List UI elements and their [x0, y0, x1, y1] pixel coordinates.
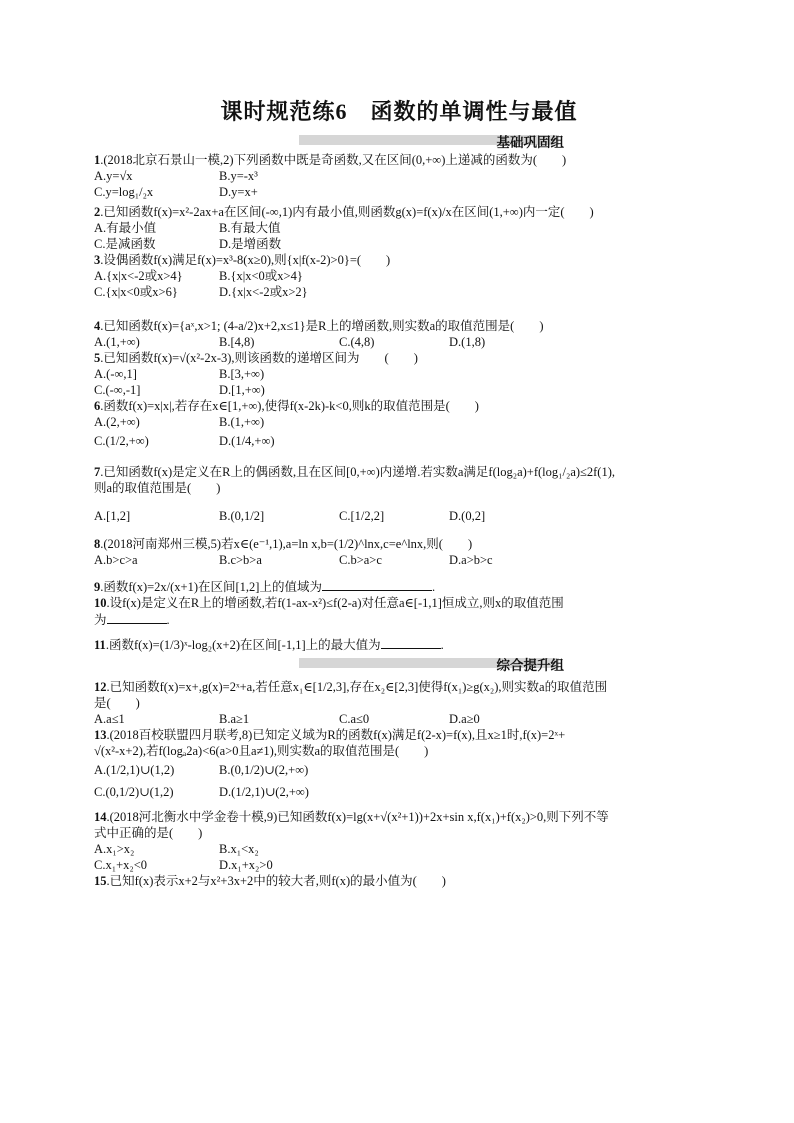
option-a: A.[1,2] — [94, 509, 131, 523]
question-9: 9.函数f(x)=2x/(x+1)在区间[1,2]上的值域为 . — [94, 580, 436, 594]
option-a: A.(1/2,1)∪(1,2) — [94, 763, 175, 777]
option-a: A.{x|x<-2或x>4} — [94, 269, 183, 283]
option-d: D.a>b>c — [449, 553, 493, 567]
question-text: .设f(x)是定义在R上的增函数,若f(1-ax-x²)≤f(2-a)对任意a∈[-1,1]恒成立,则x的取值范围 — [106, 596, 564, 610]
question-text-cont: 则a的取值范围是( ) — [94, 481, 221, 495]
option-d: D.(1/2,1)∪(2,+∞) — [219, 785, 309, 799]
option-b: B.y=-x³ — [219, 169, 258, 183]
option-a: A.x₁>x₂ — [94, 842, 135, 856]
question-text: .(2018百校联盟四月联考,8)已知定义域为R的函数f(x)满足f(2-x)=f(x),且x≥1时,f(x)=2ˣ+ — [106, 728, 566, 742]
question-14 — [94, 809, 704, 873]
option-a: A.a≤1 — [94, 712, 125, 726]
option-d: D.(0,2] — [449, 509, 486, 523]
option-d: D.y=x+ — [219, 185, 258, 199]
question-8 — [94, 536, 704, 568]
question-text: .函数f(x)=2x/(x+1)在区间[1,2]上的值域为 — [100, 580, 322, 594]
question-number: 7 — [94, 465, 101, 479]
answer-blank[interactable] — [107, 611, 167, 624]
question-text: .已知f(x)表示x+2与x²+3x+2中的较大者,则f(x)的最小值为( ) — [106, 874, 446, 888]
question-text-cont: 是( ) — [94, 696, 140, 710]
option-b: B.[4,8) — [219, 335, 255, 349]
option-c: C.(-∞,-1] — [94, 383, 141, 397]
question-text: .(2018河北衡水中学金卷十模,9)已知函数f(x)=lg(x+√(x²+1))+2x+sin x,f(x₁)+f(x₂)>0,则下列不等 — [106, 810, 609, 824]
section-label: 基础巩固组 — [496, 135, 564, 150]
option-c: C.{x|x<0或x>6} — [94, 285, 178, 299]
question-text: .已知函数f(x)是定义在R上的偶函数,且在区间[0,+∞)内递增.若实数a满足f(log₂a)+f(log₁/₂a)≤2f(1), — [100, 465, 615, 479]
option-d: D.[1,+∞) — [219, 383, 265, 397]
option-d: D.(1/4,+∞) — [219, 434, 275, 448]
question-text-cont: 为 — [94, 613, 107, 627]
option-d: D.x₁+x₂>0 — [219, 858, 273, 872]
question-number: 9 — [94, 580, 101, 594]
option-b: B.a≥1 — [219, 712, 250, 726]
question-11: 11.函数f(x)=(1/3)ˣ-log₂(x+2)在区间[-1,1]上的最大值为 . — [94, 638, 444, 652]
option-c: C.(1/2,+∞) — [94, 434, 149, 448]
question-12 — [94, 679, 704, 727]
section-label: 综合提升组 — [496, 658, 564, 673]
question-7 — [94, 464, 704, 526]
option-c: C.y=log₁/₂x — [94, 185, 154, 199]
question-number: 8 — [94, 537, 101, 551]
question-number: 4 — [94, 319, 101, 333]
option-c: C.x₁+x₂<0 — [94, 858, 148, 872]
question-3 — [94, 252, 704, 300]
question-4 — [94, 304, 704, 350]
option-a: A.(2,+∞) — [94, 415, 140, 429]
question-text: .(2018河南郑州三模,5)若x∈(e⁻¹,1),a=ln x,b=(1/2)^lnx,c=e^lnx,则( ) — [100, 537, 473, 551]
option-b: B.(0,1/2] — [219, 509, 265, 523]
answer-blank[interactable] — [322, 578, 432, 591]
option-a: A.b>c>a — [94, 553, 138, 567]
question-15 — [94, 873, 704, 889]
question-number: 6 — [94, 399, 101, 413]
worksheet-page — [94, 95, 704, 889]
option-c: C.(4,8) — [339, 335, 375, 349]
option-d: D.{x|x<-2或x>2} — [219, 285, 308, 299]
option-d: D.(1,8) — [449, 335, 486, 349]
question-text-cont: 式中正确的是( ) — [94, 826, 203, 840]
question-number: 1 — [94, 153, 101, 167]
option-a: A.(1,+∞) — [94, 335, 140, 349]
question-number: 10 — [94, 596, 107, 610]
question-1 — [94, 152, 704, 200]
question-2 — [94, 204, 704, 252]
question-text: .设偶函数f(x)满足f(x)=x³-8(x≥0),则{x|f(x-2)>0}=( ) — [100, 253, 391, 267]
question-number: 3 — [94, 253, 101, 267]
option-b: B.(0,1/2)∪(2,+∞) — [219, 763, 309, 777]
question-6 — [94, 398, 704, 452]
question-number: 2 — [94, 205, 101, 219]
question-text: .已知函数f(x)=x+,g(x)=2ˣ+a,若任意x₁∈[1/2,3],存在x₂∈[2,3]使得f(x₁)≥g(x₂),则实数a的取值范围 — [106, 680, 608, 694]
question-number: 13 — [94, 728, 107, 742]
question-number: 14 — [94, 810, 107, 824]
option-b: B.(1,+∞) — [219, 415, 265, 429]
option-b: B.[3,+∞) — [219, 367, 265, 381]
option-c: C.(0,1/2)∪(1,2) — [94, 785, 174, 799]
question-text-cont: √(x²-x+2),若f(logₐ2a)<6(a>0且a≠1),则实数a的取值范围是( ) — [94, 744, 429, 758]
question-13 — [94, 727, 704, 803]
question-number: 5 — [94, 351, 101, 365]
question-number: 15 — [94, 874, 107, 888]
question-number: 11 — [94, 638, 106, 652]
question-text: .(2018北京石景山一模,2)下列函数中既是奇函数,又在区间(0,+∞)上递减的函数为( ) — [100, 153, 567, 167]
question-10: 10.设f(x)是定义在R上的增函数,若f(1-ax-x²)≤f(2-a)对任意a∈[-1,1]恒成立,则x的取值范围 为 . — [94, 596, 564, 627]
section-header-advanced — [94, 655, 704, 671]
option-c: C.b>a>c — [339, 553, 382, 567]
question-text: .已知函数f(x)=x²-2ax+a在区间(-∞,1)内有最小值,则函数g(x)=f(x)/x在区间(1,+∞)内一定( ) — [100, 205, 594, 219]
question-text: .函数f(x)=x|x|,若存在x∈[1,+∞),使得f(x-2k)-k<0,则k的取值范围是( ) — [100, 399, 479, 413]
option-b: B.c>b>a — [219, 553, 262, 567]
option-c: C.a≤0 — [339, 712, 370, 726]
question-text: .已知函数f(x)={aˣ,x>1; (4-a/2)x+2,x≤1}是R上的增函数,则实数a的取值范围是( ) — [100, 319, 544, 333]
page-title: 课时规范练6 函数的单调性与最值 — [220, 99, 578, 124]
option-a: A.(-∞,1] — [94, 367, 137, 381]
question-5 — [94, 350, 704, 398]
option-b: B.x₁<x₂ — [219, 842, 259, 856]
option-a: A.y=√x — [94, 169, 133, 183]
answer-blank[interactable] — [381, 636, 441, 649]
option-c: C.是减函数 — [94, 237, 156, 251]
option-a: A.有最小值 — [94, 221, 157, 235]
option-b: B.{x|x<0或x>4} — [219, 269, 303, 283]
option-b: B.有最大值 — [219, 221, 281, 235]
question-text: .函数f(x)=(1/3)ˣ-log₂(x+2)在区间[-1,1]上的最大值为 — [105, 638, 381, 652]
option-d: D.是增函数 — [219, 237, 282, 251]
option-d: D.a≥0 — [449, 712, 480, 726]
question-text: .已知函数f(x)=√(x²-2x-3),则该函数的递增区间为 ( ) — [100, 351, 418, 365]
question-number: 12 — [94, 680, 107, 694]
section-header-basic — [94, 132, 704, 148]
option-c: C.[1/2,2] — [339, 509, 385, 523]
